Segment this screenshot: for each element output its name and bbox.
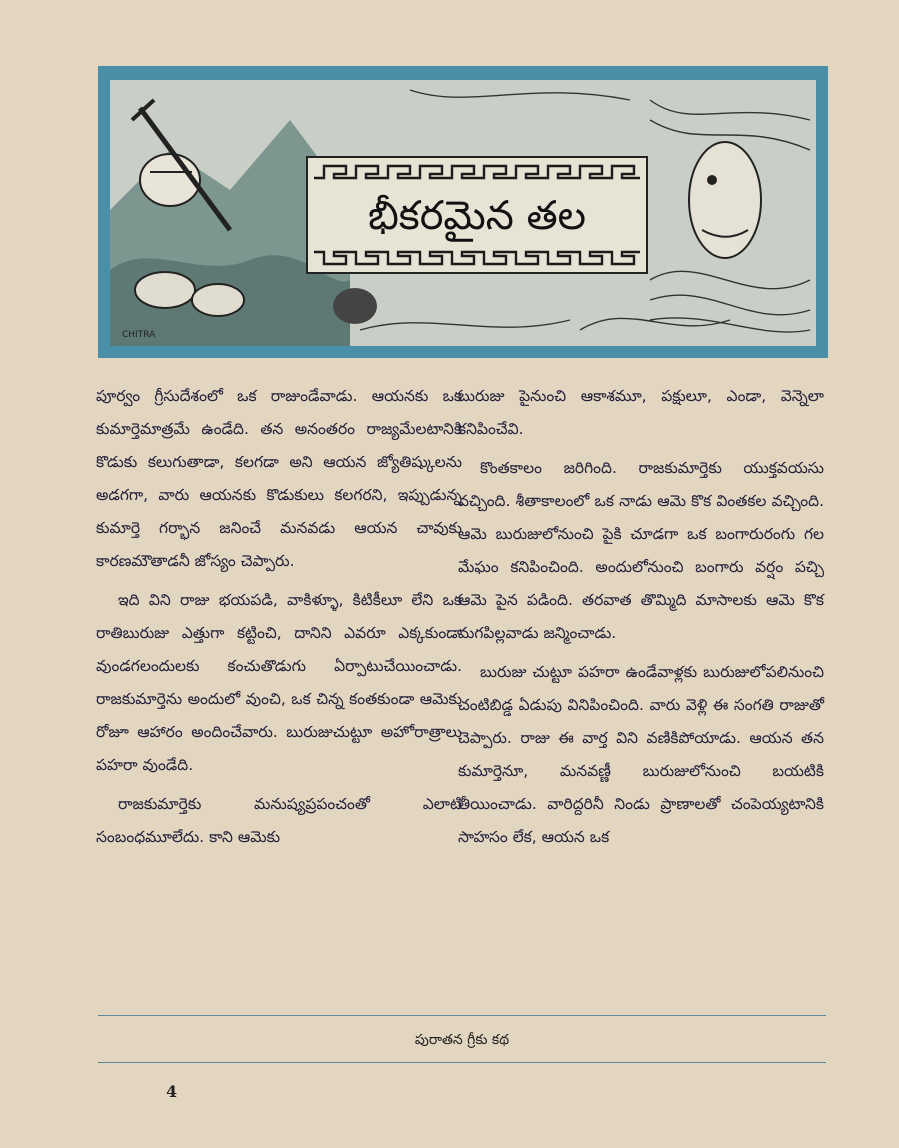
paragraph: రాజకుమార్తెకు మనుష్యప్రపంచంతో ఎలాటి సంబంధమూలేదు. కాని ఆమెకు bbox=[96, 795, 462, 846]
story-title: భీకరమైన తల bbox=[367, 193, 587, 239]
paragraph: పూర్వం గ్రీసుదేశంలో ఒక రాజుండేవాడు. ఆయనకు ఒక కుమార్తెమాత్రమే ఉండేది. తన అనంతరం రాజ్యమేలటానికి కొడుకు కలుగుతాడా, కలగడా అని ఆయన జ్యోతిష్కులను అడగగా, వారు ఆయనకు కొడుకులు కలగరని, ఇప్పుడున్న కుమార్తె గర్భాన జనించే మనవడు ఆయన చావుకు కారణమౌతాడనీ జోస్యం చెప్పారు. bbox=[96, 387, 462, 570]
paragraph: ఇది విని రాజు భయపడి, వాకిళ్ళూ, కిటికీలూ లేని ఒక రాతిబురుజు ఎత్తుగా కట్టించి, దానిని ఎవరూ ఎక్కకుండా వుండగలందులకు కంచుతొడుగు ఏర్పాటుచేయించాడు. రాజకుమార్తెను అందులో వుంచి, ఒక చిన్న కంతకుండా ఆమెకు రోజూ ఆహారం అందించేవారు. బురుజుచుట్టూ అహోరాత్రాలు పహరా వుండేది. bbox=[96, 591, 462, 774]
page-number: 4 bbox=[166, 1082, 178, 1101]
paragraph: బురుజు చుట్టూ పహరా ఉండేవాళ్లకు బురుజులోపలినుంచి చంటిబిడ్డ ఏడుపు వినిపించింది. వారు వెళ్లి ఈ సంగతి రాజుతో చెప్పారు. రాజు ఈ వార్త విని వణికిపోయాడు. ఆయన తన కుమార్తెనూ, మనవణ్ణీ బురుజులోనుంచి బయటికి తీయించాడు. వారిద్దరినీ నిండు ప్రాణాలతో చంపెయ్యటానికి సాహసం లేక, ఆయన ఒక bbox=[458, 663, 824, 846]
greek-key-border-bottom bbox=[314, 250, 640, 268]
artist-signature: CHITRA bbox=[122, 330, 156, 340]
footer-divider-bottom bbox=[98, 1062, 826, 1063]
title-banner bbox=[98, 66, 828, 358]
footer-divider-top bbox=[98, 1015, 826, 1016]
left-column bbox=[96, 380, 462, 854]
right-column bbox=[458, 380, 824, 854]
greek-key-border-top bbox=[314, 162, 640, 180]
banner-illustration bbox=[110, 80, 816, 346]
paragraph: బురుజు పైనుంచి ఆకాశమూ, పక్షులూ, ఎండా, వెన్నెలా కనిపించేవి. bbox=[458, 387, 824, 438]
paragraph: కొంతకాలం జరిగింది. రాజకుమార్తెకు యుక్తవయసు వచ్చింది. శీతాకాలంలో ఒక నాడు ఆమె కొక వింతకల వచ్చింది. ఆమె బురుజులోనుంచి పైకి చూడగా ఒక బంగారురంగు గల మేఘం కనిపించింది. అందులోనుంచి బంగారు వర్షం పచ్చి ఆమె పైన పడింది. తరవాత తొమ్మిది మాసాలకు ఆమె కొక మగపిల్లవాడు జన్మించాడు. bbox=[458, 459, 824, 642]
footer-caption: పురాతన గ్రీకు కథ bbox=[414, 1032, 510, 1048]
title-panel bbox=[306, 156, 648, 274]
